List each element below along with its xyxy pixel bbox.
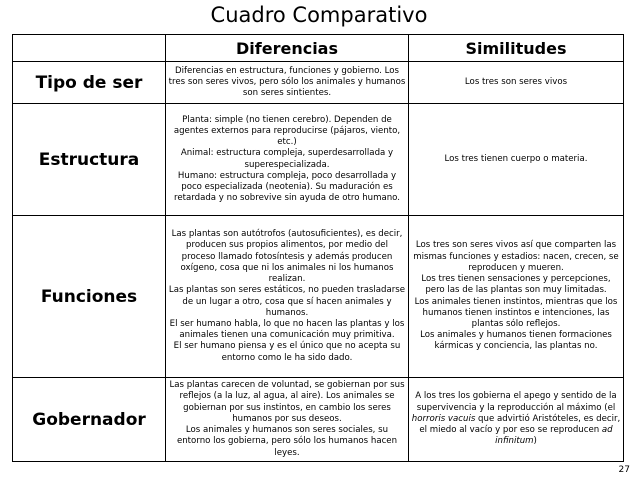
cell-text: Los tres son seres vivos — [464, 76, 568, 87]
similarities-cell — [409, 62, 624, 104]
differences-cell — [166, 378, 409, 462]
page-title: Cuadro Comparativo — [210, 3, 428, 27]
cell-text: Los tres tienen sensaciones y percepciones, pero las de las plantas son muy limitadas. — [421, 274, 611, 296]
differences-cell — [166, 62, 409, 104]
differences-cell — [166, 216, 409, 378]
row-label: Gobernador — [13, 378, 166, 462]
text-fragment: A los tres los gobierna el apego y sentido de la supervivencia y la reproducción al máximo (el — [415, 391, 617, 413]
cell-text: Los tres son seres vivos así que comparten las mismas funciones y estadios: nacen, crecen, se reproducen y mueren. — [413, 240, 619, 273]
cell-text: El ser humano habla, lo que no hacen las plantas y los animales tienen una comunicación muy primitiva. — [169, 318, 405, 341]
row-funciones — [13, 216, 624, 378]
page-number: 27 — [618, 465, 630, 475]
cell-text: Los tres tienen cuerpo o materia. — [444, 153, 588, 164]
cell-text: Planta: simple (no tienen cerebro). Dependen de agentes externos para reproducirse (pájaros, viento, etc.) — [173, 114, 401, 148]
cell-text: Las plantas carecen de voluntad, se gobiernan por sus reflejos (a la luz, al agua, al aire). Los animales se gobiernan por sus instintos, en cambio los seres humanos por sus deseos. — [169, 380, 405, 424]
cell-text: Los animales y humanos son seres sociales, su entorno los gobierna, pero sólo los humanos hacen leyes. — [176, 425, 398, 458]
header-similarities: Similitudes — [409, 35, 624, 62]
cell-text: Diferencias en estructura, funciones y gobierno. Los tres son seres vivos, pero sólo los animales y humanos son seres sintientes. — [168, 65, 406, 99]
latin-term: horroris vacuis — [411, 413, 476, 424]
comparison-table — [12, 34, 624, 462]
cell-text: Animal: estructura compleja, superdesarrollada y superespecializada. — [180, 148, 394, 170]
cell-text: Las plantas son seres estáticos, no pueden trasladarse de un lugar a otro, cosa que sí hacen animales y humanos. — [168, 285, 406, 318]
header-row — [13, 35, 624, 62]
latin-term: ad infinitum — [495, 425, 613, 447]
row-estructura — [13, 104, 624, 216]
row-gobernador — [13, 378, 624, 462]
similarities-cell — [409, 104, 624, 216]
cell-text: Los animales y humanos tienen formaciones kármicas y conciencia, las plantas no. — [420, 330, 612, 352]
row-label: Tipo de ser — [13, 62, 166, 104]
text-fragment: ) — [533, 436, 537, 447]
text-fragment: que advirtió Aristóteles, es decir, el miedo al vacío y por eso se reproducen — [419, 413, 621, 436]
cell-text: El ser humano piensa y es el único que no acepta su entorno como le ha sido dado. — [173, 341, 401, 363]
similarities-cell — [409, 378, 624, 462]
header-blank — [13, 35, 166, 62]
cell-text: Humano: estructura compleja, poco desarrollada y poco especializada (neotenia). Su maduración es retardada y no sobrevive sin ayuda de otro humano. — [173, 170, 401, 204]
similarities-cell — [409, 216, 624, 378]
cell-text: Los animales tienen instintos, mientras que los humanos tienen instintos e intenciones, las plantas sólo reflejos. — [414, 296, 618, 329]
cell-text — [411, 391, 621, 447]
header-differences: Diferencias — [166, 35, 409, 62]
row-label: Estructura — [13, 104, 166, 216]
differences-cell — [166, 104, 409, 216]
cell-text: Las plantas son autótrofos (autosuficientes), es decir, producen sus propios alimentos, por medio del proceso llamado fotosíntesis y además producen oxígeno, cosa que ni los animales ni los humanos realizan. — [171, 229, 403, 285]
row-label: Funciones — [13, 216, 166, 378]
row-tipo-de-ser — [13, 62, 624, 104]
